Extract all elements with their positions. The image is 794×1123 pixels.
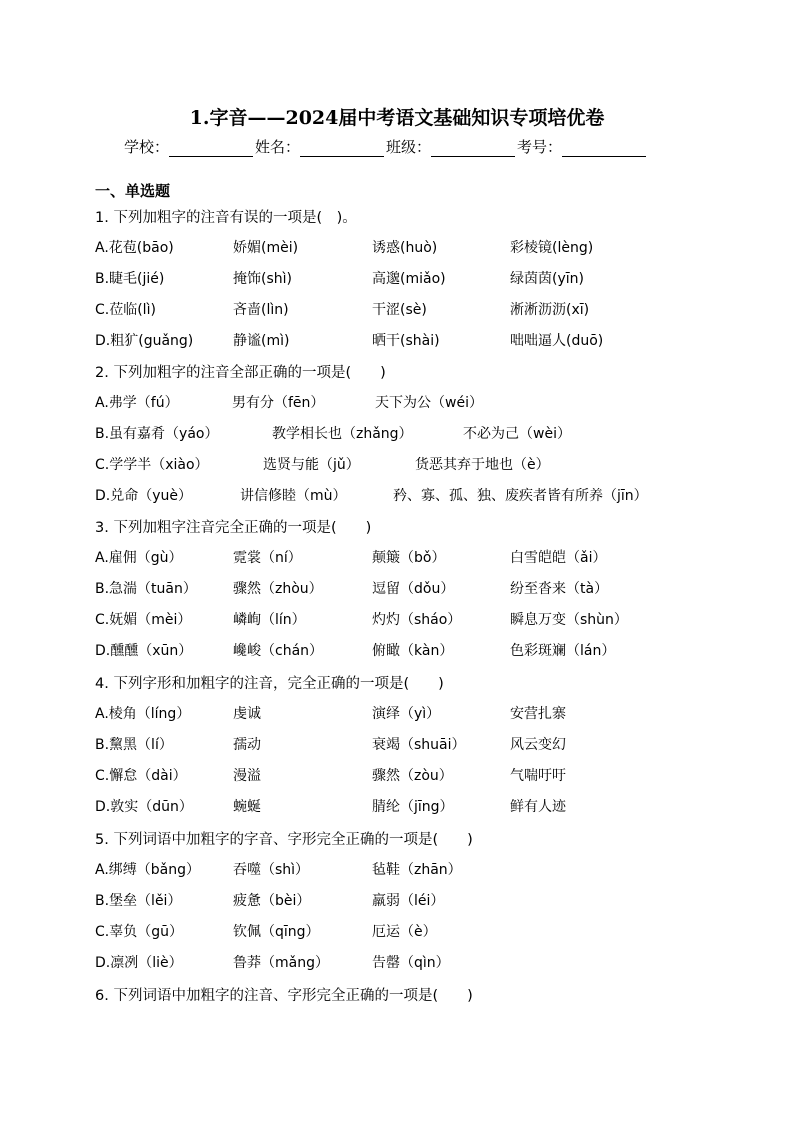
option-word: 毡鞋（zhān） [372, 862, 462, 878]
option-word: 衰竭（shuāi） [372, 737, 466, 753]
option-word: 告罄（qìn） [372, 955, 450, 971]
option-label: C.懈怠（dài） [95, 768, 187, 784]
option-word: 鲜有人迹 [510, 799, 566, 815]
question-stem: 2. 下列加粗字的注音全部正确的一项是( ) [95, 365, 386, 381]
option-word: 彩棱镜(lèng) [510, 240, 594, 256]
option-word: 教学相长也（zhǎng） [272, 426, 413, 442]
option-label: A.雇佣（gù） [95, 550, 183, 566]
option-label: C.妩媚（mèi） [95, 612, 192, 628]
option-label: B.急湍（tuān） [95, 581, 197, 597]
student-info-row [124, 136, 648, 157]
option-word: 虔诚 [233, 706, 261, 722]
class-label: 班级： [386, 138, 432, 156]
question-stem: 3. 下列加粗字注音完全正确的一项是( ) [95, 520, 372, 536]
option-label: D.凛冽（liè） [95, 955, 183, 971]
option-word: 绿茵茵(yīn) [510, 271, 584, 287]
option-word: 钦佩（qīng） [233, 924, 320, 940]
option-label: B.睫毛(jié) [95, 271, 165, 287]
question-stem: 4. 下列字形和加粗字的注音，完全正确的一项是( ) [95, 676, 444, 692]
option-label: A.花苞(bāo) [95, 240, 174, 256]
name-label: 姓名： [255, 138, 301, 156]
option-word: 羸弱（léi） [372, 893, 445, 909]
option-word: 颠簸（bǒ） [372, 550, 446, 566]
option-word: 吝啬(lìn) [233, 302, 289, 318]
option-word: 疲惫（bèi） [233, 893, 311, 909]
option-word: 选贤与能（jǔ） [263, 457, 360, 473]
question-stem: 1. 下列加粗字的注音有误的一项是( )。 [95, 210, 357, 226]
option-label: B.黧黑（lí） [95, 737, 173, 753]
option-word: 晒干(shài) [372, 333, 440, 349]
option-word: 鲁莽（mǎng） [233, 955, 329, 971]
option-word: 吞噬（shì） [233, 862, 310, 878]
option-word: 俯瞰（kàn） [372, 643, 454, 659]
option-label: C.莅临(lì) [95, 302, 156, 318]
option-word: 腈纶（jīng） [372, 799, 454, 815]
option-word: 干涩(sè) [372, 302, 427, 318]
option-word: 娇媚(mèi) [233, 240, 299, 256]
option-label: C.辜负（gū） [95, 924, 183, 940]
option-label: D.粗犷(guǎng) [95, 333, 194, 349]
number-blank[interactable] [562, 140, 646, 157]
option-word: 骤然（zhòu） [233, 581, 323, 597]
question-stem: 5. 下列词语中加粗字的字音、字形完全正确的一项是( ) [95, 832, 473, 848]
option-word: 诱惑(huò) [372, 240, 438, 256]
option-label: C.学学半（xiào） [95, 457, 209, 473]
option-word: 不必为己（wèi） [463, 426, 571, 442]
option-word: 色彩斑斓（lán） [510, 643, 616, 659]
page-title: 1.字音——2024届中考语文基础知识专项培优卷 [189, 107, 605, 129]
option-word: 高邈(miǎo) [372, 271, 446, 287]
option-word: 讲信修睦（mù） [240, 488, 347, 504]
option-word: 风云变幻 [510, 737, 566, 753]
name-blank[interactable] [300, 140, 384, 157]
option-word: 货恶其弃于地也（è） [415, 457, 550, 473]
question-stem: 6. 下列词语中加粗字的注音、字形完全正确的一项是( ) [95, 988, 473, 1004]
option-word: 蜿蜒 [233, 799, 261, 815]
option-label: D.敦实（dūn） [95, 799, 193, 815]
option-label: D.醺醺（xūn） [95, 643, 193, 659]
option-word: 瞬息万变（shùn） [510, 612, 628, 628]
class-blank[interactable] [431, 140, 515, 157]
option-word: 骤然（zòu） [372, 768, 453, 784]
option-label: D.兑命（yuè） [95, 488, 193, 504]
option-word: 掩饰(shì) [233, 271, 292, 287]
school-label: 学校： [124, 138, 170, 156]
option-word: 纷至沓来（tà） [510, 581, 609, 597]
option-word: 淅淅沥沥(xī) [510, 302, 590, 318]
option-word: 演绎（yì） [372, 706, 441, 722]
option-label: A.绑缚（bǎng） [95, 862, 201, 878]
option-label: A.棱角（líng） [95, 706, 191, 722]
section-heading: 一、单选题 [95, 182, 171, 200]
option-word: 嶙峋（lín） [233, 612, 306, 628]
option-word: 白雪皑皑（ǎi） [510, 550, 607, 566]
option-word: 气喘吁吁 [510, 768, 566, 784]
option-word: 霓裳（ní） [233, 550, 302, 566]
option-word: 巉峻（chán） [233, 643, 324, 659]
option-word: 矜、寡、孤、独、废疾者皆有所养（jīn） [393, 488, 648, 504]
option-word: 静谧(mì) [233, 333, 290, 349]
option-label: B.虽有嘉肴（yáo） [95, 426, 219, 442]
option-word: 男有分（fēn） [232, 395, 325, 411]
option-word: 安营扎寨 [510, 706, 566, 722]
option-word: 厄运（è） [372, 924, 437, 940]
number-label: 考号： [517, 138, 563, 156]
option-word: 天下为公（wéi） [375, 395, 483, 411]
option-word: 漫溢 [233, 768, 261, 784]
option-label: B.堡垒（lěi） [95, 893, 182, 909]
school-blank[interactable] [169, 140, 253, 157]
option-word: 孺动 [233, 737, 261, 753]
option-label: A.弗学（fú） [95, 395, 179, 411]
option-word: 灼灼（sháo） [372, 612, 462, 628]
option-word: 咄咄逼人(duō) [510, 333, 604, 349]
option-word: 逗留（dǒu） [372, 581, 455, 597]
